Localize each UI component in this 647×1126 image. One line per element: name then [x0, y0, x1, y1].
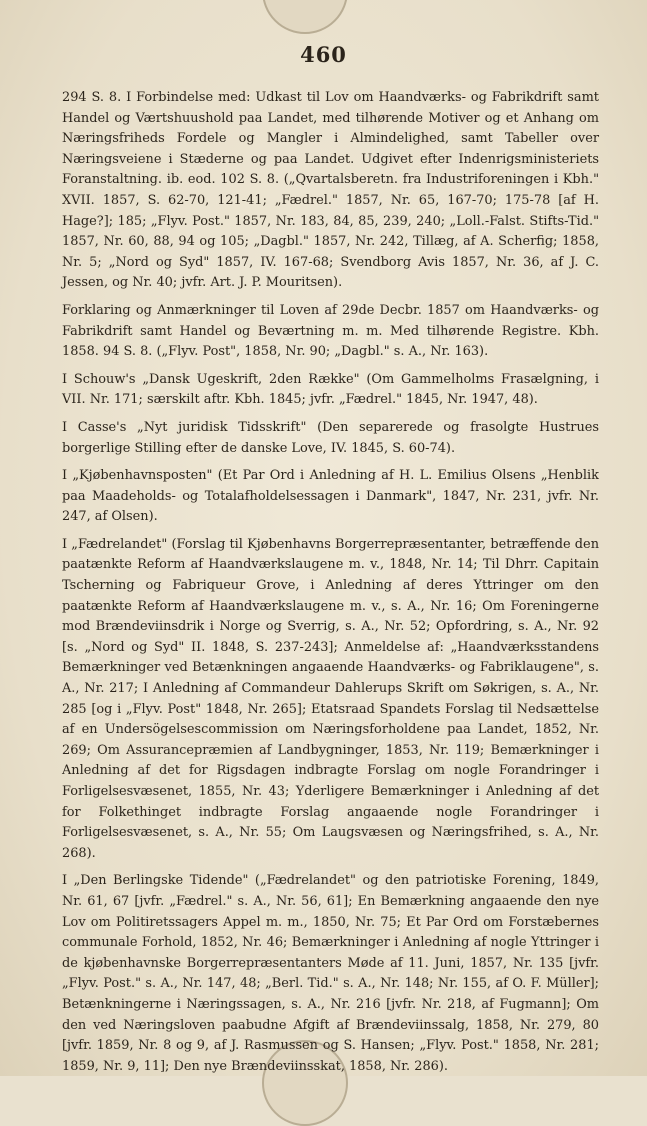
paragraph-faedrelandet: I „Fædrelandet" (Forslag til Kjøbenhavns Borgerrepræsentanter, betræffende den paatænkte Reform af Haandværkslaugene m. v., 1848, Nr. 14; Til Dhrr. Capitain Tscherning og Fabriqueur Grove, i Anledning af deres Yttringer om den paatænkte Reform af Haandværkslaugene m. v., s. A., Nr. 16; Om Foreningerne mod Brændeviinsdrik i Norge og Sverrig, s. A., Nr. 52; Opfordring, s. A., Nr. 92 [s. „Nord og Syd" II. 1848, S. 237-243]; Anmeldelse af: „Haandværksstandens Bemærkninger ved Betænkningen angaaende Haandværks- og Fabriklaugene", s. A., Nr. 217; I Anledning af Commandeur Dahlerups Skrift om Søkrigen, s. A., Nr. 285 [og i „Flyv. Post" 1848, Nr. 265]; Etatsraad Spandets Forslag til Nedsættelse af en Undersögelsescommission om Næringsforholdene paa Landet, 1852, Nr. 269; Om Assurancepræmien af Landbygninger, 1853, Nr. 119; Bemærkninger i Anledning af det for Rigsdagen indbragte Forslag om nogle Forandringer i Forligelsesvæsenet, 1855, Nr. 43; Yderligere Bemærkninger i Anledning af det for Folkethinget indbragte Forslag angaaende nogle Forandringer i Forligelsesvæsenet, s. A., Nr. 55; Om Laugsvæsen og Næringsfrihed, s. A., Nr. 268).	[62, 536, 599, 861]
paragraph-lov-udkast: 294 S. 8. I Forbindelse med: Udkast til Lov om Haandværks- og Fabrikdrift samt Handel og Værtshuushold paa Landet, med tilhørende Motiver og et Anhang om Næringsfriheds Fordele og Mangler i Almindelighed, samt Tabeller over Næringsveiene i Stæderne og paa Landet. Udgivet efter Indenrigsministeriets Foranstaltning. ib. eod. 102 S. 8. („Qvartalsberetn. fra Industriforeningen i Kbh." XVII. 1857, S. 62-70, 121-41; „Fædrel." 1857, Nr. 65, 167-70; 175-78 [af H. Hage?]; 185; „Flyv. Post." 1857, Nr. 183, 84, 85, 239, 240; „Loll.-Falst. Stifts-Tid." 1857, Nr. 60, 88, 94 og 105; „Dagbl." 1857, Nr. 242, Tillæg, af A. Scherfig; 1858, Nr. 5; „Nord og Syd" 1857, IV. 167-68; Svendborg Avis 1857, Nr. 36, af J. C. Jessen, og Nr. 40; jvfr. Art. J. P. Mouritsen).	[62, 90, 599, 291]
page-number: 460	[300, 42, 347, 67]
paragraph-forklaring: Forklaring og Anmærkninger til Loven af 29de Decbr. 1857 om Haandværks- og Fabrikdrift samt Handel og Beværtning m. m. Med tilhørende Registre. Kbh. 1858. 94 S. 8. („Flyv. Post", 1858, Nr. 90; „Dagbl." s. A., Nr. 163).	[62, 302, 599, 360]
paragraph-kjobenhavnsposten: I „Kjøbenhavnsposten" (Et Par Ord i Anledning af H. L. Emilius Olsens „Henblik paa Maadeholds- og Totalafholdelsessagen i Danmark", 1847, Nr. 231, jvfr. Nr. 247, af Olsen).	[62, 468, 599, 525]
paragraph-berlingske: I „Den Berlingske Tidende" („Fædrelandet" og den patriotiske Forening, 1849, Nr. 61, 67 [jvfr. „Fædrel." s. A., Nr. 56, 61]; En Bemærkning angaaende den nye Lov om Politiretssagers Appel m. m., 1850, Nr. 75; Et Par Ord om Forstæbernes communale Forhold, 1852, Nr. 46; Bemærkninger i Anledning af nogle Yttringer i de kjøbenhavnske Borgerrepræsentanters Møde af 11. Juni, 1857, Nr. 135 [jvfr. „Flyv. Post." s. A., Nr. 147, 48; „Berl. Tid." s. A., Nr. 148; Nr. 155, af O. F. Müller]; Betænkningerne i Næringssagen, s. A., Nr. 216 [jvfr. Nr. 218, af Fugmann]; Om den ved Næringsloven paabudne Afgift af Brændeviinssalg, 1858, Nr. 279, 80 [jvfr. 1859, Nr. 8 og 9, af J. Rasmussen og S. Hansen; „Flyv. Post." 1858, Nr. 281; 1859, Nr. 9, 11]; Den nye Brændeviinsskat, 1858, Nr. 286).	[62, 873, 599, 1074]
binding-hole-top	[262, 0, 348, 34]
page-text	[62, 88, 599, 1084]
paragraph-schouw: I Schouw's „Dansk Ugeskrift, 2den Række" (Om Gammelholms Frasælgning, i VII. Nr. 171; særskilt aftr. Kbh. 1845; jvfr. „Fædrel." 1845, Nr. 1947, 48).	[62, 371, 599, 408]
paragraph-casse: I Casse's „Nyt juridisk Tidsskrift" (Den separerede og frasolgte Hustrues borgerlige Stilling efter de danske Love, IV. 1845, S. 60-74).	[62, 419, 599, 456]
